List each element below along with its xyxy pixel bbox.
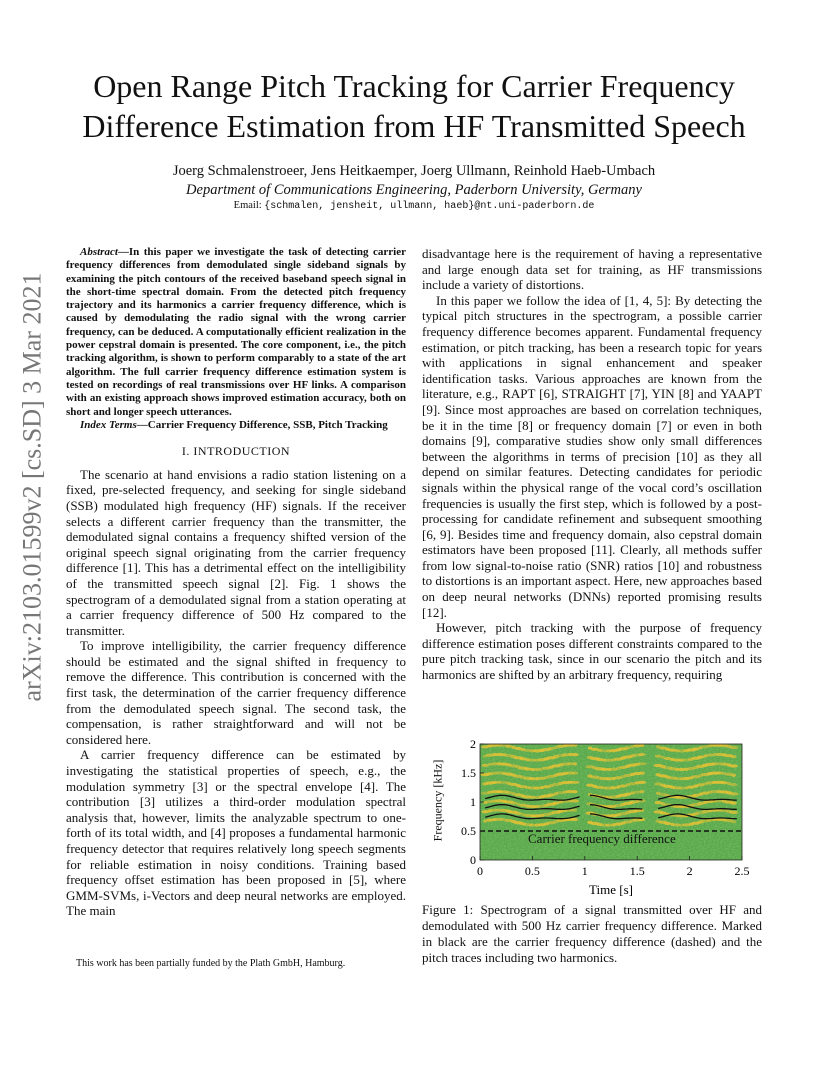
abstract-text: —In this paper we investigate the task of detecting carrier frequency differences from demodulated single sideband signals by examining the pitch contours of the received baseband speech signal in the short-time spectral domain. From the detected pitch frequency trajectory and its harmonics a carrier frequency difference, which is caused by demodulating the radio signal with the wrong carrier frequency, can be deduced. A computationally efficient realization in the power cepstral domain is presented. The core component, i.e., the pitch tracking algorithm, is shown to perform comparably to a state of the art algorithm. The full carrier frequency difference estimation system is tested on recordings of real transmissions over HF links. A comparison with an existing approach shows improved estimation accuracy, both on short and longer speech utterances. — [66, 246, 406, 418]
title-line-1: Open Range Pitch Tracking for Carrier Frequency — [93, 68, 735, 104]
y-tick-label: 1 — [470, 795, 476, 809]
email-line — [40, 200, 788, 212]
paragraph: In this paper we follow the idea of [1, 4, 5]: By detecting the typical pitch structures in the spectrogram, a possible carrier frequency difference becomes apparent. Fundamental frequency estimation, or pitch tracking, has been a research topic for years with applications in signal enhancement and speaker identification tasks. Various approaches are known from the literature, e.g., RAPT [6], STRAIGHT [7], YIN [8] and YAAPT [9]. Since most approaches are based on correlation techniques, be it in the time [8] or frequency domain [7] or even in both domains [9], comparative studies show only small differences between the algorithms in terms of precision [10] as they all depend on similar features. Detecting candidates for periodic signals within the physical range of the vocal cord’s oscillation frequencies is usually the first step, which is followed by a post-processing for candidate refinement and subsequent smoothing [6, 9]. Besides time and frequency domain, also cepstral domain estimators have been proposed [11]. Clearly, all methods suffer from low signal-to-noise ratio (SNR) ratios [10] and robustness to distortions is an important aspect. Here, new approaches based on deep neural networks (DNNs) reported promising results [12]. — [422, 292, 762, 620]
y-tick-label: 2 — [470, 737, 476, 751]
energy-blob — [570, 781, 579, 784]
abstract-lead: Abstract — [80, 246, 118, 258]
energy-blob — [678, 786, 685, 789]
energy-blob — [571, 799, 579, 802]
figure-ylabel: Frequency [kHz] — [430, 759, 445, 841]
energy-blob — [692, 747, 699, 750]
energy-blob — [638, 753, 645, 756]
energy-blob — [730, 802, 736, 805]
energy-blob — [721, 781, 728, 784]
index-terms-lead: Index Terms — [80, 418, 137, 431]
energy-blob — [674, 777, 681, 780]
title-line-2: Difference Estimation from HF Transmitted Speech — [82, 108, 746, 144]
energy-blob — [482, 764, 489, 767]
energy-blob — [638, 781, 647, 784]
energy-blob — [573, 762, 577, 765]
energy-blob — [697, 755, 704, 758]
energy-blob — [624, 746, 631, 749]
x-tick-label: 1.5 — [629, 864, 645, 878]
energy-blob — [524, 767, 531, 770]
energy-blob — [639, 771, 645, 774]
energy-blob — [731, 774, 736, 777]
energy-blob — [486, 772, 493, 775]
energy-blob — [716, 771, 723, 774]
affiliation: Department of Communications Engineering, Paderborn University, Germany — [186, 182, 642, 198]
energy-blob — [567, 762, 574, 765]
energy-blob — [572, 790, 578, 793]
paragraph: A carrier frequency difference can be estimated by investigating the statistical properties of speech, e.g., the modulation symmetry [3] or the spectral envelope [4]. The contribution [3] utilizes a third-order modulation spectral analysis that, however, limits the analyzable spectrum to one-forth of its total width, and [4] proposes a fundamental harmonic frequency detector that requires relatively long speech segments for reliable estimation in noisy conditions. Training based frequency offset estimation has been proposed in [5], where GMM-SVMs, i-Vectors and deep neural networks are employed. The main — [66, 747, 406, 919]
y-tick-label: 0.5 — [461, 824, 476, 838]
author-list: Joerg Schmalenstroeer, Jens Heitkaemper, Joerg Ullmann, Reinhold Haeb-Umbach — [172, 163, 656, 179]
figure-xlabel: Time [s] — [589, 882, 633, 897]
energy-blob — [637, 762, 647, 765]
carrier-difference-label: Carrier frequency difference — [528, 831, 676, 846]
energy-blob — [571, 753, 579, 756]
energy-blob — [655, 755, 662, 758]
paragraph: To improve intelligibility, the carrier frequency difference should be estimated and the signal shifted in frequency to remove the difference. This contribution is concerned with the first task, the determination of the carrier frequency difference from the demodulated speech signal. The second task, the compensation, is rather straightforward and will not be considered here. — [66, 638, 406, 747]
energy-blob — [491, 781, 498, 784]
energy-blob — [510, 801, 517, 804]
paragraph: However, pitch tracking with the purpose of frequency difference estimation poses different constraints compared to the pure pitch tracking task, since in our scenario the pitch and its harmonics are shifted by an arbitrary frequency, requiring — [422, 620, 762, 683]
spectrogram-figure — [428, 734, 768, 900]
x-tick-label: 2 — [686, 864, 693, 878]
footnote: This work has been partially funded by the Plath GmbH, Hamburg. — [76, 958, 346, 969]
energy-blob — [731, 755, 737, 758]
y-tick-label: 1.5 — [461, 766, 476, 780]
energy-blob — [557, 810, 564, 813]
energy-blob — [664, 822, 671, 825]
left-column — [66, 246, 406, 919]
energy-blob — [548, 747, 555, 750]
figure-caption: Figure 1: Spectrogram of a signal transmitted over HF and demodulated with 500 Hz carrier frequency difference. Marked in black are the carrier frequency difference (dashed) and the pitch traces including two harmonics. — [422, 902, 762, 965]
energy-blob — [552, 801, 559, 804]
email-label: Email: — [233, 200, 262, 211]
energy-blob — [697, 802, 704, 805]
energy-blob — [634, 809, 641, 812]
paragraph: The scenario at hand envisions a radio station listening on a fixed, pre-selected frequency, and seeking for single sideband (SSB) modulated high frequency (HF) signals. If the receiver selects a different carrier frequency than the transmitter, the demodulated signal contains a frequency shifted version of the original speech signal originating from the carrier frequency difference [1]. This has a detrimental effect on the intelligibility of the transmitted speech signal [2]. Fig. 1 shows the spectrogram of a demodulated signal from a station operating at a carrier frequency difference of 500 Hz compared to the transmitter. — [66, 466, 406, 638]
energy-blob — [601, 768, 608, 771]
energy-blob — [731, 820, 736, 823]
right-column — [422, 246, 762, 683]
x-tick-label: 1 — [581, 864, 588, 878]
energy-blob — [572, 809, 577, 812]
section-heading: I. INTRODUCTION — [181, 444, 291, 459]
energy-blob — [605, 777, 612, 780]
energy-blob — [729, 764, 738, 767]
abstract — [66, 246, 406, 419]
energy-blob — [534, 786, 541, 789]
x-tick-label: 2.5 — [734, 864, 750, 878]
y-tick-label: 0 — [470, 853, 476, 867]
email-addresses: {schmalen, jensheit, ullmann, haeb}@nt.uni-paderborn.de — [264, 201, 595, 212]
energy-blob — [529, 777, 536, 780]
energy-blob — [610, 786, 617, 789]
energy-blob — [702, 810, 709, 813]
energy-blob — [729, 792, 739, 795]
energy-blob — [669, 767, 676, 770]
energy-blob — [629, 801, 636, 804]
arxiv-id: arXiv:2103.01599v2 [cs.SD] 3 Mar 2021 — [17, 272, 47, 702]
x-tick-label: 0 — [477, 864, 483, 878]
energy-blob — [571, 772, 578, 775]
energy-blob — [639, 790, 644, 793]
energy-blob — [729, 746, 739, 749]
index-terms — [66, 419, 406, 432]
paper-title — [40, 66, 788, 146]
paragraph: disadvantage here is the requirement of having a representative and large enough data set for training, as HF transmissions include a variety of distortions. — [422, 246, 762, 293]
energy-blob — [729, 811, 738, 814]
arxiv-stamp — [4, 272, 60, 702]
x-tick-label: 0.5 — [524, 864, 540, 878]
index-terms-text: —Carrier Frequency Difference, SSB, Pitch Tracking — [136, 418, 388, 431]
energy-blob — [505, 745, 512, 748]
energy-blob — [659, 811, 666, 814]
energy-blob — [515, 812, 522, 815]
energy-blob — [571, 818, 578, 821]
energy-blob — [730, 783, 737, 786]
